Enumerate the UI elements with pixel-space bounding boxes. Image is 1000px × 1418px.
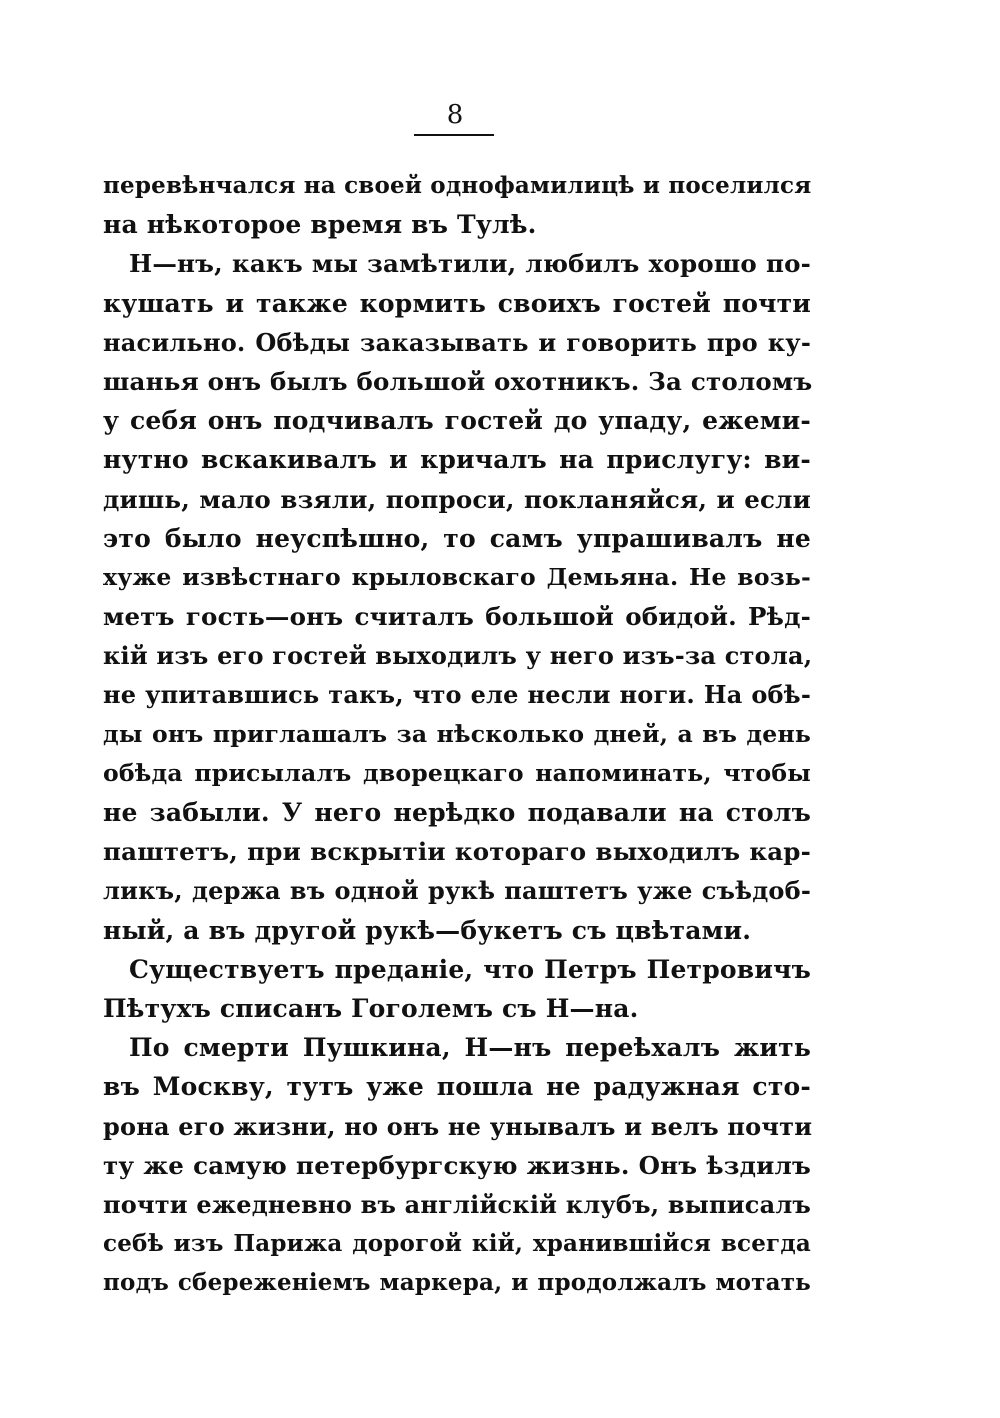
text-line: метъ гость—онъ считалъ большой обидой. Рѣд- <box>103 602 811 632</box>
text-line: ный, а въ другой рукѣ—букетъ съ цвѣтами. <box>103 915 752 945</box>
text-line: ту же самую петербургскую жизнь. Онъ ѣздилъ <box>103 1150 811 1180</box>
text-line: подъ сбереженіемъ маркера, и продолжалъ мотать <box>103 1269 811 1297</box>
text-line: нутно вскакивалъ и кричалъ на прислугу: ви- <box>103 445 811 475</box>
text-line: перевѣнчался на своей однофамилицѣ и поселился <box>103 172 812 199</box>
text-line: себѣ изъ Парижа дорогой кій, хранившійся всегда <box>103 1230 811 1258</box>
text-line: Н—нъ, какъ мы замѣтили, любилъ хорошо по- <box>129 249 811 279</box>
text-line: обѣда присылалъ дворецкаго напоминать, чтобы <box>103 758 811 787</box>
text-line: почти ежедневно въ англійскій клубъ, выписалъ <box>103 1189 812 1219</box>
text-line: ликъ, держа въ одной рукѣ паштетъ уже съѣдоб- <box>103 876 811 906</box>
text-line: Пѣтухъ списанъ Гоголемъ съ Н—на. <box>103 993 639 1023</box>
text-line: это было неуспѣшно, то самъ упрашивалъ не <box>103 523 811 553</box>
text-line: рона его жизни, но онъ не унывалъ и велъ почти <box>103 1111 813 1141</box>
text-line: паштетъ, при вскрытіи котораго выходилъ кар- <box>103 837 811 867</box>
text-line: хуже извѣстнаго крыловскаго Демьяна. Не возь- <box>103 562 811 591</box>
text-line: въ Москву, тутъ уже пошла не радужная сто- <box>103 1072 811 1102</box>
text-line: не забыли. У него нерѣдко подавали на столъ <box>103 798 811 827</box>
text-line: кій изъ его гостей выходилъ у него изъ-за стола, <box>103 641 813 671</box>
text-line: у себя онъ подчивалъ гостей до упаду, ежеми- <box>103 406 811 436</box>
page-number: 8 <box>446 100 464 130</box>
text-line: шанья онъ былъ большой охотникъ. За столомъ <box>103 366 813 396</box>
text-line: ды онъ приглашалъ за нѣсколько дней, а въ день <box>103 719 811 748</box>
text-line: на нѣкоторое время въ Тулѣ. <box>103 210 537 240</box>
text-line: кушать и также кормить своихъ гостей почти <box>103 288 811 318</box>
page-number-rule <box>414 134 494 136</box>
text-line: насильно. Обѣды заказывать и говорить про ку- <box>103 327 811 357</box>
text-line: По смерти Пушкина, Н—нъ переѣхалъ жить <box>129 1033 811 1063</box>
text-line: не упитавшись такъ, что еле несли ноги. На обѣ- <box>103 680 811 710</box>
text-line: дишь, мало взяли, попроси, покланяйся, и если <box>103 484 811 514</box>
body-text <box>103 166 811 1302</box>
text-line: Существуетъ преданіе, что Петръ Петровичъ <box>129 954 811 984</box>
